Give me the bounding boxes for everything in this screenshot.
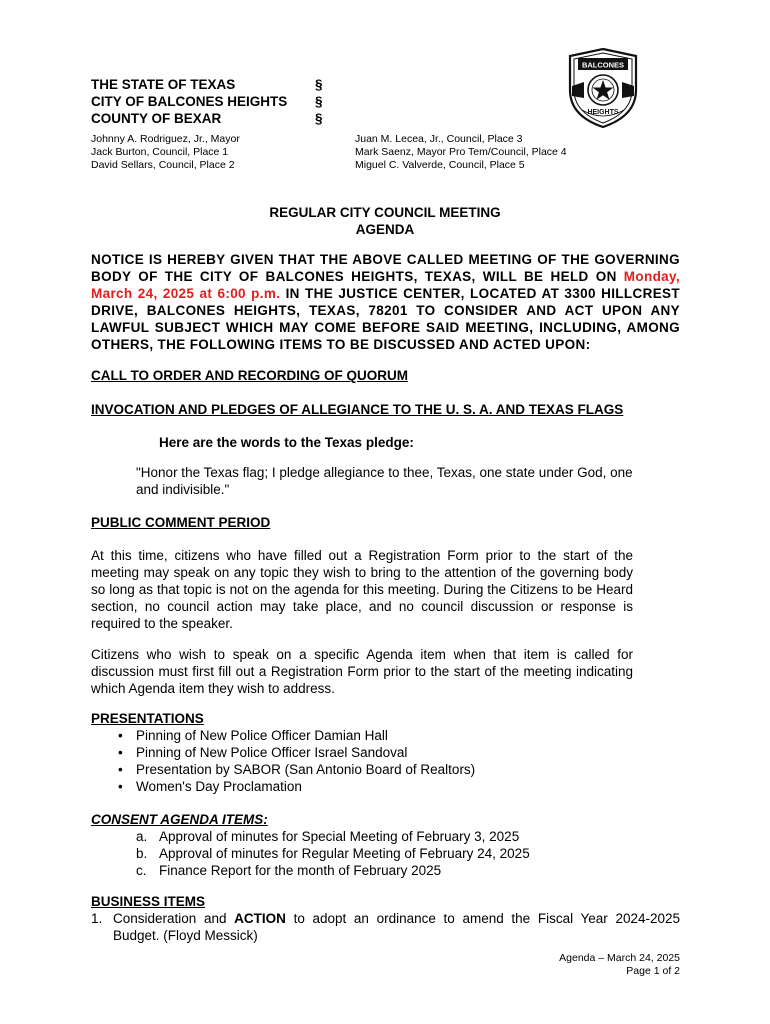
invocation-heading: INVOCATION AND PLEDGES OF ALLEGIANCE TO THE U. S. A. AND TEXAS FLAGS <box>91 402 624 417</box>
pledge-intro: Here are the words to the Texas pledge: <box>159 435 414 450</box>
list-marker: 1. <box>91 911 103 926</box>
notice-date-time: Monday, March 24, 2025 at 6:00 p.m. <box>91 269 680 301</box>
list-item: • Pinning of New Police Officer Israel Sandoval <box>113 744 475 761</box>
list-marker: c. <box>136 863 147 878</box>
consent-item-text: Approval of minutes for Regular Meeting of February 24, 2025 <box>159 846 530 861</box>
seal-text-top: BALCONES <box>581 60 625 70</box>
list-item: • Women's Day Proclamation <box>113 778 475 795</box>
page-footer <box>559 952 680 978</box>
section-mark: § <box>315 77 323 92</box>
consent-heading: CONSENT AGENDA ITEMS: <box>91 812 268 827</box>
title-line-1: REGULAR CITY COUNCIL MEETING <box>269 205 501 220</box>
notice-paragraph <box>91 251 680 353</box>
seal-text-bottom: HEIGHTS <box>587 109 619 116</box>
council-member: Johnny A. Rodriguez, Jr., Mayor <box>91 133 240 145</box>
business-item-text-pre: Consideration and <box>113 911 235 926</box>
section-mark: § <box>315 94 323 109</box>
section-mark: § <box>315 111 323 126</box>
council-left <box>91 133 240 172</box>
city-line: CITY OF BALCONES HEIGHTS <box>91 94 288 109</box>
list-item: • Presentation by SABOR (San Antonio Board of Realtors) <box>113 761 475 778</box>
council-member: Juan M. Lecea, Jr., Council, Place 3 <box>355 133 523 145</box>
public-comment-para-1: At this time, citizens who have filled out a Registration Form prior to the start of the meeting may speak on any topic they wish to bring to the attention of the governing body so long as that topic is not on the agenda for this meeting. During the Citizens to be Heard section, no council action may take place, and no council discussion or response is required to the speaker. <box>91 548 633 631</box>
page-number: Page 1 of 2 <box>626 965 680 977</box>
presentations-heading: PRESENTATIONS <box>91 711 204 726</box>
list-item <box>136 828 530 845</box>
footer-date: Agenda – March 24, 2025 <box>559 952 680 964</box>
call-to-order-heading: CALL TO ORDER AND RECORDING OF QUORUM <box>91 368 408 383</box>
business-heading: BUSINESS ITEMS <box>91 894 206 909</box>
list-marker: b. <box>136 846 148 861</box>
presentations-list <box>113 727 475 795</box>
section-marks <box>315 76 323 127</box>
consent-item-text: Finance Report for the month of February 2025 <box>159 863 442 878</box>
council-right <box>355 133 567 172</box>
pledge-text: "Honor the Texas flag; I pledge allegiance to thee, Texas, one state under God, one and indivisible." <box>136 465 633 497</box>
council-member: Mark Saenz, Mayor Pro Tem/Council, Place 4 <box>355 146 567 158</box>
county-line: COUNTY OF BEXAR <box>91 111 222 126</box>
list-item <box>136 862 530 879</box>
list-marker: a. <box>136 829 148 844</box>
public-comment-para-2: Citizens who wish to speak on a specific Agenda item when that item is called for discussion must first fill out a Registration Form prior to the start of the meeting indicating which Agenda item they wish to address. <box>91 647 633 696</box>
council-member: David Sellars, Council, Place 2 <box>91 159 235 171</box>
title-line-2: AGENDA <box>355 222 415 237</box>
public-comment-heading: PUBLIC COMMENT PERIOD <box>91 515 271 530</box>
notice-text-1: NOTICE IS HEREBY GIVEN THAT THE ABOVE CALLED MEETING OF THE GOVERNING BODY OF THE CITY OF BALCONES HEIGHTS, TEXAS, WILL BE HELD ON <box>91 252 680 284</box>
city-seal-logo <box>564 46 642 130</box>
list-item <box>136 845 530 862</box>
list-item: • Pinning of New Police Officer Damian Hall <box>113 727 475 744</box>
notice-text-2: IN THE JUSTICE CENTER, LOCATED AT 3300 HILLCREST DRIVE, BALCONES HEIGHTS, TEXAS, 78201 TO CONSIDER AND ACT UPON ANY LAWFUL SUBJECT WHICH MAY COME BEFORE SAID MEETING, INCLUDING, AMONG OTHERS, THE FOLLOWING ITEMS TO BE DISCUSSED AND ACTED UPON: <box>91 286 681 352</box>
business-item-1 <box>91 910 680 944</box>
business-action: ACTION <box>234 911 286 926</box>
meeting-title <box>0 204 770 238</box>
business-item-text <box>113 910 680 944</box>
council-member: Miguel C. Valverde, Council, Place 5 <box>355 159 525 171</box>
state-block <box>91 76 287 127</box>
state-line: THE STATE OF TEXAS <box>91 77 236 92</box>
consent-item-text: Approval of minutes for Special Meeting of February 3, 2025 <box>159 829 520 844</box>
business-item-text-post: to adopt an ordinance to amend the Fiscal Year 2024-2025 Budget. (Floyd Messick) <box>113 911 681 943</box>
council-member: Jack Burton, Council, Place 1 <box>91 146 229 158</box>
consent-list <box>136 828 530 879</box>
